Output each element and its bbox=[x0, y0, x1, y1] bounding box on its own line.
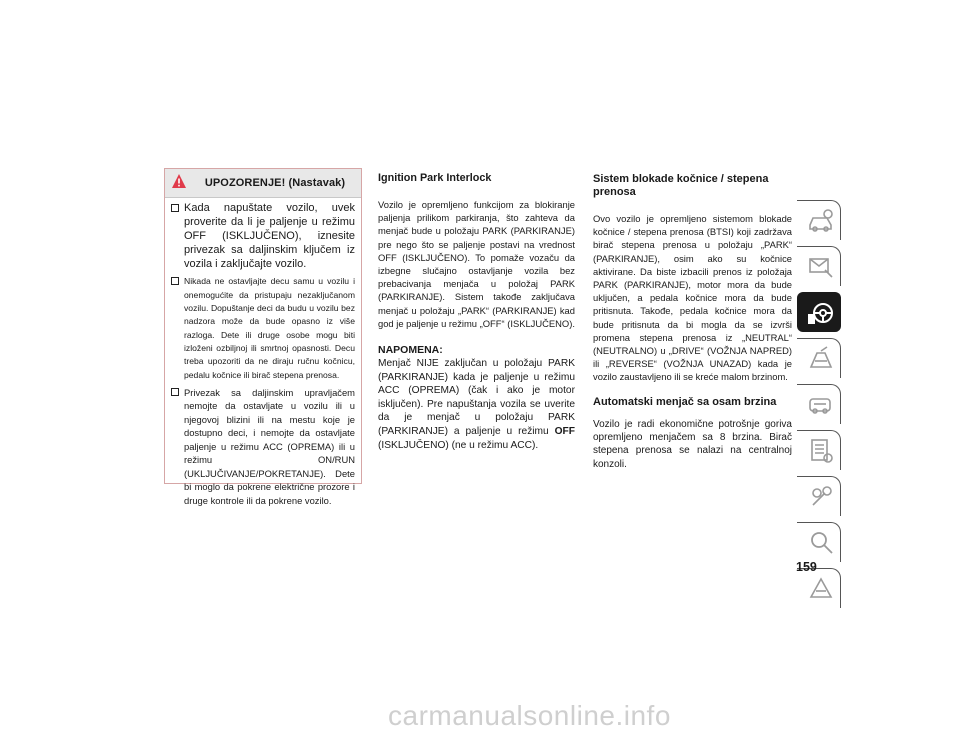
checklist-icon bbox=[807, 437, 835, 465]
car-info-icon bbox=[807, 207, 835, 235]
search-icon bbox=[807, 529, 835, 557]
section-heading-interlock: Ignition Park Interlock bbox=[378, 172, 492, 184]
chapter-tabs bbox=[797, 200, 841, 614]
bullet-square-icon bbox=[171, 388, 179, 396]
warning-item: Nikada ne ostavljajte decu samu u vozilu i onemogućite da pristupaju nezaključanom vozilu. Dopuštanje deci da budu u vozilu bez nadzora može da bude opasno iz više razloga. Dete ili druge osobe mogu biti izloženi ozbiljnoj ili smrtnoj opasnosti. Decu treba upozoriti da ne diraju ručnu kočnicu, pedalu kočnice ili birač stepena prenosa. bbox=[171, 275, 355, 381]
warning-item: Privezak sa daljinskim upravljačem nemojte da ostavljate u vozilu ili u njegovoj blizini ili na mestu koje je dostupno deci, i nemojte da ostavljate paljenje u režimu ACC (OPREMA) ili u režimu ON/RUN (UKLJUČIVANJE/POKRETANJE). Dete bi moglo da pokrene električne prozore i druge kontrole ili da pokrene vozilo. bbox=[171, 386, 355, 508]
note-label: NAPOMENA: bbox=[378, 344, 443, 357]
note-bold-off: OFF bbox=[554, 426, 575, 437]
bullet-square-icon bbox=[171, 277, 179, 285]
service-wrench-icon bbox=[807, 483, 835, 511]
warning-box bbox=[164, 168, 362, 506]
steering-key-icon bbox=[807, 299, 835, 327]
tab-driving[interactable] bbox=[797, 338, 841, 378]
tab-safety[interactable] bbox=[797, 246, 841, 286]
right-column bbox=[593, 173, 792, 471]
watermark: carmanualsonline.info bbox=[388, 700, 671, 731]
interlock-paragraph: Vozilo je opremljeno funkcijom za blokiranje paljenja prilikom parkiranja, što zahteva da menjač bude u položaju PARK (PARKIRANJE) pre nego što se paljenje postavi na vrednost OFF (ISKLJUČENO). To pomaže vozaču da izbegne slučajno ostavljanje vozila bez prebacivanja menjača u položaj PARK (PARKIRANJE). Sistem takođe zaključava menjač u položaju „PARK“ (PARKIRANJE) kad god je paljenje u režimu „OFF“ (ISKLJUČENO). bbox=[378, 199, 575, 329]
safety-envelope-icon bbox=[807, 253, 835, 281]
tab-maintenance-list[interactable] bbox=[797, 430, 841, 470]
note-body: Menjač NIJE zaključan u položaju PARK (PARKIRANJE) kada je paljenje u režimu ACC (OPREMA) (čak i ako je motor isključen). Pre napuštanja vozila se uverite da je menjač u položaju PARK (PARKIRANJE) a paljenje u režimu OFF (ISKLJUČENO) (ne u režimu ACC). bbox=[378, 358, 575, 451]
tab-search[interactable] bbox=[797, 522, 841, 562]
tab-car-info[interactable] bbox=[797, 200, 841, 240]
warning-list bbox=[171, 201, 355, 507]
tab-warnings[interactable] bbox=[797, 384, 841, 424]
transmission-paragraph: Vozilo je radi ekonomične potrošnje goriva opremljeno menjačem sa 8 brzina. Birač stepena prenosa se nalazi na centralnoj konzoli. bbox=[593, 418, 792, 470]
bullet-square-icon bbox=[171, 204, 179, 212]
car-warning-icon bbox=[807, 391, 835, 419]
warning-header bbox=[165, 169, 361, 198]
tab-starting-operating[interactable] bbox=[797, 292, 841, 332]
warning-title: UPOZORENJE! (Nastavak) bbox=[204, 177, 346, 189]
middle-column bbox=[378, 172, 575, 452]
tab-service[interactable] bbox=[797, 476, 841, 516]
section-heading-btsi: Sistem blokade kočnice / stepena prenosa bbox=[593, 173, 769, 198]
section-heading-transmission: Automatski menjač sa osam brzina bbox=[593, 395, 777, 408]
index-icon bbox=[807, 575, 835, 603]
btsi-paragraph: Ovo vozilo je opremljeno sistemom blokade kočnice / stepena prenosa (BTSI) koji zadržava birač stepena prenosa u položaju „PARK“ (PARKIRANJE), osim ako su kočnice aktivirane. Da biste izbacili prenos iz položaja PARK (PARKIRANJE), motor mora da bude uključen, a pedala kočnice mora da bude pritisnuta. Takođe, pedala kočnice mora da bude pritisnuta da bi mogla da se izvrši promena stepena prenosa iz „NEUTRAL“ (NEUTRALNO) u „DRIVE“ (VOŽNJA NAPRED) ili „REVERSE“ (VOŽNJA UNAZAD) kada je vozilo zaustavljeno ili se kreće malom brzinom. bbox=[593, 213, 792, 383]
warning-triangle-icon bbox=[171, 173, 187, 189]
page-number: 159 bbox=[796, 560, 817, 574]
tab-index[interactable] bbox=[797, 568, 841, 608]
driving-icon bbox=[807, 345, 835, 373]
warning-item: Kada napuštate vozilo, uvek proverite da li je paljenje u režimu OFF (ISKLJUČENO), iznesite privezak sa daljinskim ključem iz vozila i zaključajte vozilo. bbox=[171, 201, 355, 271]
